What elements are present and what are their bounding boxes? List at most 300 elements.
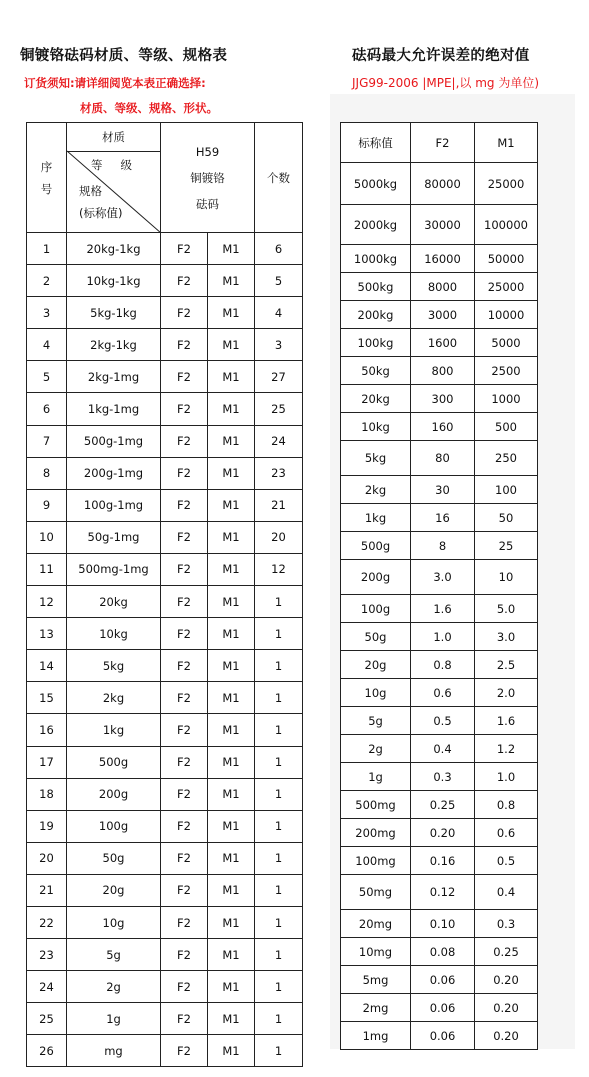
count-cell: 4 — [255, 297, 303, 329]
count-cell: 1 — [255, 778, 303, 810]
m1-cell: M1 — [208, 457, 255, 489]
table-row — [27, 1035, 303, 1067]
table-row — [27, 265, 303, 297]
count-cell: 1 — [255, 842, 303, 874]
spec-cell: 1kg — [67, 714, 161, 746]
nominal-cell: 10kg — [341, 413, 411, 441]
m1-cell: M1 — [208, 553, 255, 585]
table-row — [341, 301, 538, 329]
m1-mpe-cell: 25000 — [475, 163, 538, 205]
count-cell: 1 — [255, 714, 303, 746]
table-row — [341, 595, 538, 623]
spec-cell: 10kg-1kg — [67, 265, 161, 297]
table-row — [341, 819, 538, 847]
count-cell: 1 — [255, 650, 303, 682]
nominal-cell: 500mg — [341, 791, 411, 819]
nominal-cell: 1000kg — [341, 245, 411, 273]
m1-cell: M1 — [208, 650, 255, 682]
f2-cell: F2 — [161, 778, 208, 810]
nominal-header-cell: 标称值 — [341, 123, 411, 163]
f2-mpe-cell: 30 — [411, 476, 475, 504]
spec-cell: 10g — [67, 906, 161, 938]
m1-cell: M1 — [208, 1035, 255, 1067]
spec-cell: 500g — [67, 746, 161, 778]
f2-cell: F2 — [161, 682, 208, 714]
m1-cell: M1 — [208, 618, 255, 650]
table-row — [341, 791, 538, 819]
m1-mpe-cell: 0.4 — [475, 875, 538, 910]
f2-mpe-cell: 300 — [411, 385, 475, 413]
f2-mpe-cell: 0.8 — [411, 651, 475, 679]
m1-cell: M1 — [208, 778, 255, 810]
spec-cell: 20kg — [67, 586, 161, 618]
f2-mpe-cell: 0.20 — [411, 819, 475, 847]
count-cell: 1 — [255, 971, 303, 1003]
f2-mpe-cell: 0.4 — [411, 735, 475, 763]
m1-mpe-cell: 250 — [475, 441, 538, 476]
m1-cell: M1 — [208, 233, 255, 265]
nominal-cell: 500kg — [341, 273, 411, 301]
m1-cell: M1 — [208, 521, 255, 553]
spec-cell: 20kg-1kg — [67, 233, 161, 265]
f2-mpe-cell: 0.08 — [411, 938, 475, 966]
spec-cell: 5kg-1kg — [67, 297, 161, 329]
count-cell: 1 — [255, 618, 303, 650]
m1-mpe-cell: 0.5 — [475, 847, 538, 875]
f2-cell: F2 — [161, 1003, 208, 1035]
m1-mpe-cell: 0.20 — [475, 994, 538, 1022]
nominal-cell: 5kg — [341, 441, 411, 476]
spec-cell: 200g — [67, 778, 161, 810]
seq-cell: 15 — [27, 682, 67, 714]
f2-mpe-cell: 0.5 — [411, 707, 475, 735]
table-row — [341, 875, 538, 910]
order-notice-line2: 材质、等级、规格、形状。 — [80, 101, 218, 115]
m1-mpe-cell: 2.5 — [475, 651, 538, 679]
seq-cell: 5 — [27, 361, 67, 393]
nominal-cell: 1mg — [341, 1022, 411, 1050]
spec-cell: 2kg-1kg — [67, 329, 161, 361]
spec-cell: 500mg-1mg — [67, 553, 161, 585]
table-row — [27, 618, 303, 650]
nominal-cell: 500g — [341, 532, 411, 560]
m1-mpe-cell: 0.25 — [475, 938, 538, 966]
table-row — [341, 245, 538, 273]
f2-cell: F2 — [161, 521, 208, 553]
m1-mpe-cell: 0.6 — [475, 819, 538, 847]
spec-cell: 2kg-1mg — [67, 361, 161, 393]
nominal-cell: 100g — [341, 595, 411, 623]
f2-cell: F2 — [161, 714, 208, 746]
table-row — [341, 163, 538, 205]
count-cell: 1 — [255, 1003, 303, 1035]
f2-mpe-cell: 0.25 — [411, 791, 475, 819]
table-row — [341, 532, 538, 560]
m1-cell: M1 — [208, 489, 255, 521]
count-cell: 6 — [255, 233, 303, 265]
nominal-cell: 200kg — [341, 301, 411, 329]
seq-cell: 24 — [27, 971, 67, 1003]
grade-header: 等级 — [91, 158, 150, 172]
left-table-title: 铜镀铬砝码材质、等级、规格表 — [20, 48, 228, 64]
seq-cell: 7 — [27, 425, 67, 457]
nominal-cell: 200g — [341, 560, 411, 595]
count-cell: 1 — [255, 586, 303, 618]
count-cell: 1 — [255, 810, 303, 842]
table-row — [341, 357, 538, 385]
count-header-cell: 个数 — [255, 123, 303, 233]
spec-cell: 20g — [67, 874, 161, 906]
seq-cell: 18 — [27, 778, 67, 810]
f2-mpe-cell: 16000 — [411, 245, 475, 273]
table-row — [341, 994, 538, 1022]
count-cell: 24 — [255, 425, 303, 457]
f2-cell: F2 — [161, 1035, 208, 1067]
seq-cell: 9 — [27, 489, 67, 521]
table-row — [27, 233, 303, 265]
m1-cell: M1 — [208, 906, 255, 938]
count-cell: 1 — [255, 682, 303, 714]
m1-mpe-cell: 100000 — [475, 205, 538, 245]
nominal-cell: 200mg — [341, 819, 411, 847]
material-grade-spec-header — [67, 123, 161, 233]
count-cell: 1 — [255, 939, 303, 971]
weights-spec-table — [26, 122, 303, 1067]
table-row — [27, 553, 303, 585]
m1-mpe-cell: 100 — [475, 476, 538, 504]
nominal-cell: 10mg — [341, 938, 411, 966]
m1-mpe-cell: 0.8 — [475, 791, 538, 819]
m1-cell: M1 — [208, 329, 255, 361]
m1-mpe-cell: 50000 — [475, 245, 538, 273]
f2-mpe-cell: 0.3 — [411, 763, 475, 791]
m1-header-cell: M1 — [475, 123, 538, 163]
f2-cell: F2 — [161, 618, 208, 650]
table-row — [341, 560, 538, 595]
table-row — [341, 938, 538, 966]
f2-cell: F2 — [161, 586, 208, 618]
seq-cell: 16 — [27, 714, 67, 746]
f2-mpe-cell: 1600 — [411, 329, 475, 357]
seq-cell: 12 — [27, 586, 67, 618]
right-table-title: 砝码最大允许误差的绝对值 — [352, 48, 530, 64]
table-row — [27, 971, 303, 1003]
table-row — [27, 489, 303, 521]
m1-mpe-cell: 2500 — [475, 357, 538, 385]
f2-mpe-cell: 0.06 — [411, 994, 475, 1022]
nominal-cell: 2g — [341, 735, 411, 763]
seq-cell: 3 — [27, 297, 67, 329]
count-cell: 1 — [255, 874, 303, 906]
table-row — [341, 385, 538, 413]
count-cell: 23 — [255, 457, 303, 489]
spec-cell: 50g-1mg — [67, 521, 161, 553]
nominal-cell: 50g — [341, 623, 411, 651]
seq-header-cell — [27, 123, 67, 233]
f2-cell: F2 — [161, 874, 208, 906]
m1-mpe-cell: 0.3 — [475, 910, 538, 938]
m1-cell: M1 — [208, 265, 255, 297]
nominal-cell: 20kg — [341, 385, 411, 413]
table-row — [341, 735, 538, 763]
right-table-subtitle: JJG99-2006 |MPE|,以 mg 为单位) — [352, 76, 540, 90]
table-row — [341, 966, 538, 994]
nominal-cell: 5g — [341, 707, 411, 735]
seq-cell: 17 — [27, 746, 67, 778]
f2-cell: F2 — [161, 906, 208, 938]
table-row — [341, 504, 538, 532]
seq-cell: 1 — [27, 233, 67, 265]
m1-mpe-cell: 0.20 — [475, 1022, 538, 1050]
right-table-header-row — [341, 123, 538, 163]
f2-mpe-cell: 8 — [411, 532, 475, 560]
m1-mpe-cell: 5.0 — [475, 595, 538, 623]
f2-mpe-cell: 0.10 — [411, 910, 475, 938]
m1-mpe-cell: 500 — [475, 413, 538, 441]
m1-cell: M1 — [208, 682, 255, 714]
seq-cell: 23 — [27, 939, 67, 971]
m1-mpe-cell: 1.0 — [475, 763, 538, 791]
count-cell: 25 — [255, 393, 303, 425]
m1-mpe-cell: 1000 — [475, 385, 538, 413]
spec-cell: 200g-1mg — [67, 457, 161, 489]
table-row — [27, 810, 303, 842]
f2-mpe-cell: 0.06 — [411, 966, 475, 994]
f2-mpe-cell: 80 — [411, 441, 475, 476]
m1-mpe-cell: 10 — [475, 560, 538, 595]
f2-mpe-cell: 3000 — [411, 301, 475, 329]
nominal-cell: 2000kg — [341, 205, 411, 245]
m1-cell: M1 — [208, 393, 255, 425]
table-row — [341, 476, 538, 504]
m1-cell: M1 — [208, 874, 255, 906]
seq-cell: 21 — [27, 874, 67, 906]
h59-label: H59 — [195, 144, 220, 159]
table-row — [341, 763, 538, 791]
f2-mpe-cell: 1.6 — [411, 595, 475, 623]
table-row — [27, 842, 303, 874]
nominal-cell: 10g — [341, 679, 411, 707]
f2-cell: F2 — [161, 842, 208, 874]
count-cell: 1 — [255, 906, 303, 938]
table-row — [341, 651, 538, 679]
f2-mpe-cell: 0.12 — [411, 875, 475, 910]
table-row — [27, 521, 303, 553]
f2-cell: F2 — [161, 233, 208, 265]
seq-cell: 25 — [27, 1003, 67, 1035]
f2-header-cell: F2 — [411, 123, 475, 163]
order-notice-line1: 订货须知:请详细阅览本表正确选择: — [24, 76, 206, 90]
m1-cell: M1 — [208, 842, 255, 874]
table-row — [341, 329, 538, 357]
f2-cell: F2 — [161, 971, 208, 1003]
m1-cell: M1 — [208, 425, 255, 457]
table-row — [27, 906, 303, 938]
spec-cell: 2kg — [67, 682, 161, 714]
copper-chrome-label: 铜镀铬 — [190, 170, 225, 185]
f2-cell: F2 — [161, 297, 208, 329]
table-row — [27, 297, 303, 329]
m1-cell: M1 — [208, 746, 255, 778]
m1-cell: M1 — [208, 297, 255, 329]
spec-cell: 500g-1mg — [67, 425, 161, 457]
m1-mpe-cell: 10000 — [475, 301, 538, 329]
table-row — [341, 413, 538, 441]
nominal-cell: 50kg — [341, 357, 411, 385]
f2-mpe-cell: 8000 — [411, 273, 475, 301]
nominal-cell: 5000kg — [341, 163, 411, 205]
spec-cell: 5g — [67, 939, 161, 971]
f2-cell: F2 — [161, 650, 208, 682]
count-cell: 12 — [255, 553, 303, 585]
spec-cell: mg — [67, 1035, 161, 1067]
count-cell: 1 — [255, 746, 303, 778]
f2-mpe-cell: 80000 — [411, 163, 475, 205]
f2-cell: F2 — [161, 361, 208, 393]
m1-mpe-cell: 5000 — [475, 329, 538, 357]
table-row — [27, 425, 303, 457]
m1-cell: M1 — [208, 939, 255, 971]
nominal-cell: 1kg — [341, 504, 411, 532]
m1-cell: M1 — [208, 361, 255, 393]
count-cell: 3 — [255, 329, 303, 361]
f2-mpe-cell: 0.6 — [411, 679, 475, 707]
table-row — [27, 714, 303, 746]
table-row — [341, 205, 538, 245]
m1-mpe-cell: 1.2 — [475, 735, 538, 763]
m1-mpe-cell: 3.0 — [475, 623, 538, 651]
nominal-cell: 20mg — [341, 910, 411, 938]
seq-cell: 22 — [27, 906, 67, 938]
table-row — [27, 650, 303, 682]
seq-header-char2: 号 — [40, 181, 53, 196]
spec-note-header: (标称值) — [79, 206, 123, 220]
m1-cell: M1 — [208, 714, 255, 746]
spec-cell: 50g — [67, 842, 161, 874]
seq-cell: 11 — [27, 553, 67, 585]
seq-cell: 8 — [27, 457, 67, 489]
nominal-cell: 2kg — [341, 476, 411, 504]
spec-cell: 100g — [67, 810, 161, 842]
seq-cell: 6 — [27, 393, 67, 425]
f2-cell: F2 — [161, 489, 208, 521]
table-row — [27, 457, 303, 489]
nominal-cell: 2mg — [341, 994, 411, 1022]
count-cell: 21 — [255, 489, 303, 521]
h59-header-cell — [161, 123, 255, 233]
m1-mpe-cell: 2.0 — [475, 679, 538, 707]
spec-cell: 5kg — [67, 650, 161, 682]
seq-cell: 14 — [27, 650, 67, 682]
nominal-cell: 50mg — [341, 875, 411, 910]
f2-mpe-cell: 0.06 — [411, 1022, 475, 1050]
f2-cell: F2 — [161, 810, 208, 842]
m1-mpe-cell: 25000 — [475, 273, 538, 301]
left-table-header-row — [27, 123, 303, 233]
spec-header: 规格 — [79, 184, 102, 198]
count-cell: 27 — [255, 361, 303, 393]
count-cell: 5 — [255, 265, 303, 297]
m1-cell: M1 — [208, 586, 255, 618]
table-row — [341, 707, 538, 735]
table-row — [27, 329, 303, 361]
f2-cell: F2 — [161, 457, 208, 489]
count-cell: 1 — [255, 1035, 303, 1067]
table-row — [341, 910, 538, 938]
f2-cell: F2 — [161, 425, 208, 457]
table-row — [27, 874, 303, 906]
seq-cell: 2 — [27, 265, 67, 297]
m1-mpe-cell: 25 — [475, 532, 538, 560]
f2-cell: F2 — [161, 553, 208, 585]
table-row — [27, 393, 303, 425]
f2-cell: F2 — [161, 939, 208, 971]
m1-cell: M1 — [208, 810, 255, 842]
table-row — [341, 623, 538, 651]
seq-cell: 13 — [27, 618, 67, 650]
mpe-table — [340, 122, 538, 1050]
spec-cell: 10kg — [67, 618, 161, 650]
table-row — [27, 361, 303, 393]
m1-mpe-cell: 0.20 — [475, 966, 538, 994]
m1-mpe-cell: 50 — [475, 504, 538, 532]
table-row — [27, 746, 303, 778]
seq-cell: 26 — [27, 1035, 67, 1067]
f2-cell: F2 — [161, 746, 208, 778]
f2-cell: F2 — [161, 265, 208, 297]
f2-mpe-cell: 800 — [411, 357, 475, 385]
nominal-cell: 100mg — [341, 847, 411, 875]
spec-cell: 2g — [67, 971, 161, 1003]
seq-header-char1: 序 — [40, 159, 53, 174]
spec-cell: 100g-1mg — [67, 489, 161, 521]
table-row — [27, 1003, 303, 1035]
m1-mpe-cell: 1.6 — [475, 707, 538, 735]
m1-cell: M1 — [208, 971, 255, 1003]
table-row — [341, 847, 538, 875]
seq-cell: 20 — [27, 842, 67, 874]
f2-mpe-cell: 1.0 — [411, 623, 475, 651]
table-row — [27, 682, 303, 714]
count-cell: 20 — [255, 521, 303, 553]
f2-cell: F2 — [161, 329, 208, 361]
f2-mpe-cell: 160 — [411, 413, 475, 441]
table-row — [27, 778, 303, 810]
nominal-cell: 1g — [341, 763, 411, 791]
f2-mpe-cell: 16 — [411, 504, 475, 532]
spec-cell: 1kg-1mg — [67, 393, 161, 425]
nominal-cell: 20g — [341, 651, 411, 679]
f2-mpe-cell: 3.0 — [411, 560, 475, 595]
table-row — [341, 679, 538, 707]
f2-cell: F2 — [161, 393, 208, 425]
seq-cell: 4 — [27, 329, 67, 361]
material-header: 材质 — [67, 123, 160, 152]
nominal-cell: 100kg — [341, 329, 411, 357]
seq-cell: 10 — [27, 521, 67, 553]
seq-cell: 19 — [27, 810, 67, 842]
table-row — [27, 939, 303, 971]
spec-cell: 1g — [67, 1003, 161, 1035]
table-row — [341, 441, 538, 476]
f2-mpe-cell: 0.16 — [411, 847, 475, 875]
table-row — [27, 586, 303, 618]
m1-cell: M1 — [208, 1003, 255, 1035]
weight-label: 砝码 — [196, 196, 219, 211]
table-row — [341, 1022, 538, 1050]
nominal-cell: 5mg — [341, 966, 411, 994]
f2-mpe-cell: 30000 — [411, 205, 475, 245]
